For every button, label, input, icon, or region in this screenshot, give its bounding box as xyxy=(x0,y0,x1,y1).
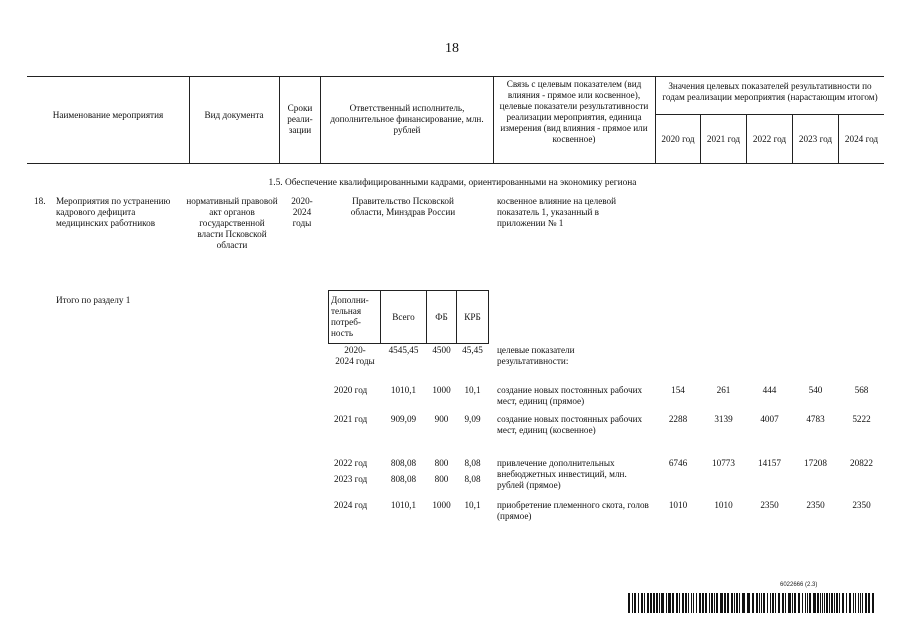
finance-row-period: 2022 год xyxy=(334,458,368,468)
indicator-value: 568 xyxy=(854,385,869,395)
finance-row-krb: 45,45 xyxy=(462,345,483,355)
indicator-value: 14157 xyxy=(758,458,781,468)
indicator-value: 5222 xyxy=(852,414,871,424)
indicator-value: 4007 xyxy=(760,414,779,424)
indicator-value: 3139 xyxy=(714,414,733,424)
indicators-title: целевые показатели результативности: xyxy=(497,345,575,366)
finance-row-fb: 1000 xyxy=(432,500,451,510)
finance-row-fb: 1000 xyxy=(432,385,451,395)
finance-row-total: 808,08 xyxy=(390,458,417,468)
finance-header-need: Дополни- тельная потреб- ность xyxy=(331,295,369,338)
finance-row-total: 909,09 xyxy=(390,414,417,424)
finance-row-krb: 10,1 xyxy=(464,385,481,395)
indicator-value: 261 xyxy=(716,385,731,395)
finance-row-fb: 900 xyxy=(434,414,449,424)
finance-header-krb: КРБ xyxy=(464,312,481,322)
indicator-value: 6746 xyxy=(668,458,688,468)
barcode-icon xyxy=(628,593,875,613)
item-number: 18. xyxy=(34,196,46,206)
indicator-value: 2288 xyxy=(668,414,688,424)
barcode-number: 6022666 (2.3) xyxy=(780,582,818,588)
finance-header-fb: ФБ xyxy=(435,312,448,322)
header-values-title: Значения целевых показателей результативности по годам реализации мероприятия (нарастающим итогом) xyxy=(662,81,878,102)
indicator-value: 20822 xyxy=(850,458,873,468)
finance-row-total: 1010,1 xyxy=(390,385,417,395)
header-year-2024: 2024 год xyxy=(844,134,879,144)
finance-row-fb: 4500 xyxy=(432,345,451,355)
item-doc-type: нормативный правовой акт органов государственной власти Псковской области xyxy=(186,196,278,250)
page-number: 18 xyxy=(445,41,459,56)
finance-row-fb: 800 xyxy=(434,474,449,484)
indicator-value: 10773 xyxy=(712,458,735,468)
indicator-value: 4783 xyxy=(806,414,825,424)
finance-row-total: 1010,1 xyxy=(390,500,417,510)
indicator-label: приобретение племенного скота, голов (прямое) xyxy=(497,500,649,521)
item-executor: Правительство Псковской области, Минздрав России xyxy=(350,196,456,217)
header-year-2020: 2020 год xyxy=(661,134,695,144)
indicator-label: создание новых постоянных рабочих мест, единиц (косвенное) xyxy=(497,414,643,435)
indicator-value: 17208 xyxy=(804,458,827,468)
indicator-value: 540 xyxy=(808,385,823,395)
finance-row-period: 2021 год xyxy=(334,414,368,424)
header-terms: Сроки реали- зации xyxy=(287,103,313,135)
indicator-label: создание новых постоянных рабочих мест, единиц (прямое) xyxy=(497,385,643,406)
section-title: 1.5. Обеспечение квалифицированными кадрами, ориентированными на экономику региона xyxy=(268,178,637,188)
indicator-value: 154 xyxy=(671,385,685,395)
indicator-value: 1010 xyxy=(668,500,688,510)
finance-row-total: 808,08 xyxy=(390,474,417,484)
finance-row-krb: 9,09 xyxy=(464,414,481,424)
header-year-2023: 2023 год xyxy=(798,134,833,144)
header-year-2021: 2021 год xyxy=(706,134,741,144)
indicator-label: привлечение дополнительных внебюджетных инвестиций, млн. рублей (прямое) xyxy=(497,458,627,490)
finance-row-period: 2024 год xyxy=(334,500,368,510)
indicator-value: 2350 xyxy=(806,500,825,510)
header-year-2022: 2022 год xyxy=(752,134,787,144)
item-name: Мероприятия по устранению кадрового дефицита медицинских работников xyxy=(56,196,171,228)
total-label: Итого по разделу 1 xyxy=(56,295,131,305)
finance-row-total: 4545,45 xyxy=(388,345,419,355)
finance-row-fb: 800 xyxy=(434,458,449,468)
indicator-value: 2350 xyxy=(852,500,871,510)
indicator-value: 444 xyxy=(762,385,777,395)
item-link: косвенное влияние на целевой показатель 1, указанный в приложении № 1 xyxy=(497,196,617,228)
finance-row-period: 2020 год xyxy=(334,385,368,395)
finance-row-period: 2020- 2024 годы xyxy=(335,345,375,366)
finance-header-total: Всего xyxy=(392,312,415,322)
finance-row-krb: 10,1 xyxy=(464,500,481,510)
header-doc-type: Вид документа xyxy=(204,110,264,120)
finance-row-krb: 8,08 xyxy=(464,458,481,468)
finance-row-krb: 8,08 xyxy=(464,474,481,484)
header-name: Наименование мероприятия xyxy=(52,110,164,120)
item-terms: 2020- 2024 годы xyxy=(291,196,313,228)
header-link: Связь с целевым показателем (вид влияния - прямое или косвенное), целевые показатели результативности реализации мероприятия, единица измерения (вид влияния - прямое или косвенное) xyxy=(499,79,649,144)
indicator-value: 2350 xyxy=(760,500,779,510)
header-executor: Ответственный исполнитель, дополнительное финансирование, млн. рублей xyxy=(330,103,484,135)
indicator-value: 1010 xyxy=(714,500,733,510)
finance-row-period: 2023 год xyxy=(334,474,368,484)
